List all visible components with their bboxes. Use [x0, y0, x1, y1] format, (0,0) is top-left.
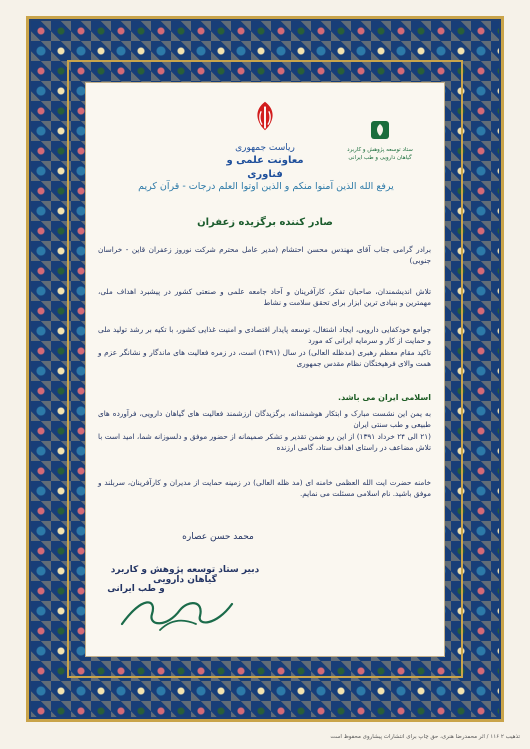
paragraph-body-5: (۲۱ الی ۲۴ خرداد ۱۳۹۱) از این رو ضمن تقدیر و تشکر صمیمانه از حضور موفق و دلسوزانه شما، امید است با تلاش مضاعف در راستای اهداف ستاد، گامی ارزنده: [98, 432, 431, 452]
headquarters-header: [340, 118, 420, 162]
publisher-footer: تذهیب ۲ ۱۱۶ / اثر محمدرضا هنری، حق چاپ برای انتشارات پیشاروی محفوظ است: [330, 734, 520, 740]
headquarters-logo-icon: [368, 118, 392, 142]
headquarters-line2: گیاهان دارویی و طب ایرانی: [348, 155, 412, 161]
paragraph-body-6: خامنه حضرت ایت الله العظمی خامنه ای (مد ظله العالی) در زمینه حمایت از مدیران و کارآفرینان، سربلند و موفق باشید. نام اسلامی مسئلت می نمایم.: [98, 478, 431, 498]
paragraph-body-2: جوامع خودکفایی دارویی، ایجاد اشتغال، توسعه پایدار اقتصادی و امنیت غذایی کشور، با تکیه بر رشد تولید ملی و حمایت از کار و سرمایه ایرانی که مورد: [98, 325, 431, 345]
paragraph-body-1: تلاش اندیشمندان، صاحبان تفکر، کارآفرینان و آحاد جامعه علمی و صنعتی کشور در پیشبرد اهداف ملی، مهمترین و بنیادی ترین ابزار برای تحقق سلامت و نشاط: [98, 287, 431, 307]
presidency-header: [220, 98, 310, 182]
paragraph-body-4: اسلامی ایران می باشد.: [338, 393, 431, 402]
presidency-line1: ریاست جمهوری: [235, 143, 295, 153]
paragraph-highlight: به یمن این نشست مبارک و ابتکار هوشمندانه، برگزیدگان ارزشمند فعالیت های گیاهان دارویی، فرآورده های طبیعی و طب سنتی ایران: [98, 409, 431, 429]
quran-verse: یرفع الله الذین آمنوا منکم و الذین اوتوا العلم درجات - قرآن کریم: [138, 181, 394, 192]
recipient-title: صادر کننده برگزیده زعفران: [197, 217, 333, 228]
paragraph-addressee: برادر گرامی جناب آقای مهندس محسن احتشام (مدیر عامل محترم شرکت نوروز زعفران قاین - خراسان جنوبی): [98, 245, 431, 265]
iran-emblem-icon: [246, 98, 284, 136]
signer-title-line2: و طب ایرانی: [107, 584, 165, 594]
headquarters-line1: ستاد توسعه پژوهش و کاربرد: [347, 147, 413, 153]
paragraph-body-3: تاکید مقام معظم رهبری (مدظله العالی) در سال (۱۳۹۱) است، در زمره فعالیت های ماندگار و نشانگر عزم و همت والای فرهیختگان نظام مقدس جمهوری: [98, 348, 431, 368]
signature-mark: [112, 586, 252, 636]
presidency-line2: معاونت علمی و فناوری: [226, 155, 304, 180]
signer-name: محمد حسن عصاره: [182, 532, 254, 542]
signer-title-line1: دبیر ستاد توسعه پژوهش و کاربرد گیاهان دارویی: [110, 565, 260, 585]
